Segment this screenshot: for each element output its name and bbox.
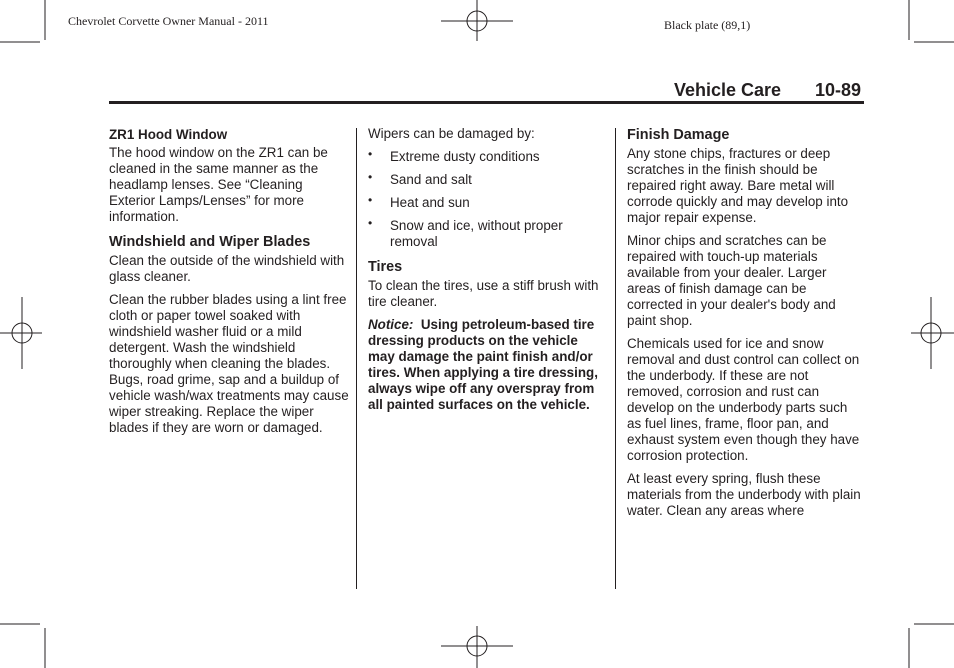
notice-paragraph <box>368 317 606 413</box>
bullet-icon: • <box>368 147 373 161</box>
bullet-icon: • <box>368 216 373 230</box>
registration-mark-top <box>441 0 513 41</box>
registration-mark-right <box>911 297 954 369</box>
registration-mark-left <box>0 297 42 369</box>
page-number: 10-89 <box>815 80 862 100</box>
finish-paragraph: Any stone chips, fractures or deep scratches in the finish should be repaired right away. Bare metal will corrode quickly and may develop into major repair expense. <box>627 146 849 225</box>
finish-damage-heading: Finish Damage <box>627 127 730 143</box>
tires-paragraph: To clean the tires, use a stiff brush with tire cleaner. <box>368 278 599 309</box>
plate-label-right: Black plate (89,1) <box>664 18 751 32</box>
finish-paragraph: Chemicals used for ice and snow removal and dust control can collect on the underbody. If these are not removed, corrosion and rust can develop on the underbody parts such as fuel lines, frame, floor pan, and exhaust system even though they have corrosion protection. <box>627 336 860 463</box>
section-title: Vehicle Care <box>674 80 782 100</box>
plate-label-left: Chevrolet Corvette Owner Manual - 2011 <box>68 14 269 28</box>
zr1-heading: ZR1 Hood Window <box>109 127 228 142</box>
zr1-paragraph: The hood window on the ZR1 can be cleaned in the same manner as the headlamp lenses. See “Cleaning Exterior Lamps/Lenses” for more information. <box>109 145 328 224</box>
tires-heading: Tires <box>368 259 403 275</box>
list-item: • Extreme dusty conditions <box>368 147 540 164</box>
finish-paragraph: At least every spring, flush these materials from the underbody with plain water. Clean any areas where <box>627 471 861 518</box>
notice-label: Notice: <box>368 317 414 332</box>
wiper-hazards-list <box>368 149 606 250</box>
header-rule <box>109 101 864 104</box>
list-item: • Snow and ice, without proper removal <box>368 216 563 249</box>
wipers-intro: Wipers can be damaged by: <box>368 126 535 141</box>
list-item: • Sand and salt <box>368 170 472 187</box>
finish-paragraph: Minor chips and scratches can be repaired with touch-up materials available from your dealer. Larger areas of finish damage can be corrected in your dealer's body and paint shop. <box>627 233 836 328</box>
column-3 <box>627 126 863 526</box>
bullet-icon: • <box>368 193 373 207</box>
windshield-heading: Windshield and Wiper Blades <box>109 234 311 250</box>
notice-text: Using petroleum-based tire dressing products on the vehicle may damage the paint finish and/or tires. When applying a tire dressing, always wipe off any overspray from all painted surfaces on the vehicle. <box>368 317 598 412</box>
column-divider <box>615 128 616 589</box>
column-2 <box>368 126 606 420</box>
column-1 <box>109 126 349 443</box>
registration-mark-bottom <box>441 626 513 668</box>
column-divider <box>356 128 357 589</box>
rubber-blades-paragraph: Clean the rubber blades using a lint free cloth or paper towel soaked with windshield washer fluid or a mild detergent. Wash the windshield thoroughly when cleaning the blades. Bugs, road grime, sap and a buildup of vehicle wash/wax treatments may cause wiper streaking. Replace the wiper blades if they are worn or damaged. <box>109 292 349 435</box>
list-item: • Heat and sun <box>368 193 470 210</box>
bullet-icon: • <box>368 170 373 184</box>
windshield-paragraph: Clean the outside of the windshield with glass cleaner. <box>109 253 345 284</box>
